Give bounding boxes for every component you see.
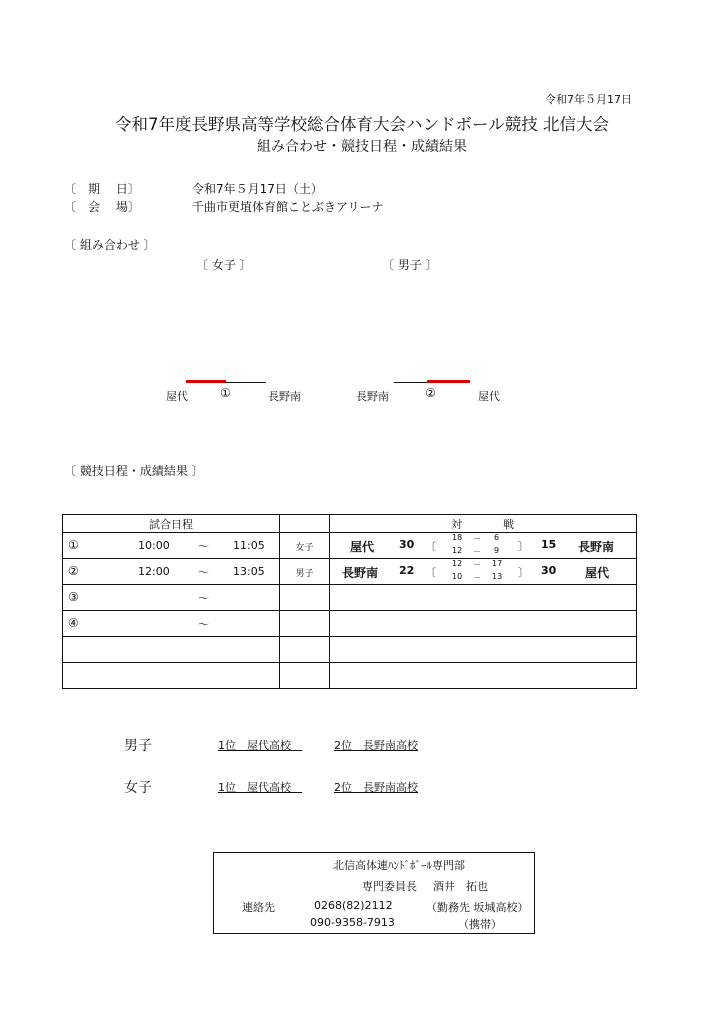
document-subtitle: 組み合わせ・競技日程・成績結果	[257, 139, 467, 155]
half1-score-a: 18	[452, 533, 463, 542]
bracket-team-left: 長野南	[356, 390, 389, 403]
table-header-row	[63, 515, 637, 533]
bracket-open: 〔	[425, 566, 436, 579]
category-cell	[280, 663, 330, 689]
table-row	[63, 663, 637, 689]
half2-score-b: 9	[494, 546, 500, 555]
time-cell	[63, 663, 280, 689]
score-b: 15	[541, 538, 557, 551]
time-cell	[63, 559, 280, 585]
tilde: ～	[198, 540, 209, 553]
men-results-label: 男子	[124, 738, 152, 754]
score-a: 22	[399, 564, 415, 577]
women-second-place: 2位 長野南高校	[334, 781, 418, 794]
schedule-section-label: 〔 競技日程・成績結果 〕	[64, 464, 204, 478]
contact-role: 専門委員長	[362, 880, 417, 893]
women-results-label: 女子	[124, 780, 152, 796]
result-cell	[330, 559, 637, 585]
half2-score-b: 13	[492, 572, 503, 581]
contact-phone-mobile: 090-9358-7913	[310, 916, 395, 929]
start-time: 12:00	[138, 565, 170, 578]
table-row	[63, 559, 637, 585]
score-a: 30	[399, 538, 415, 551]
bracket-team-right: 屋代	[478, 390, 500, 403]
match-number: ①	[68, 538, 79, 552]
dash: －	[473, 573, 481, 582]
venue-label: 〔 会 場〕	[64, 200, 140, 214]
women-first-place: 1位 屋代高校	[218, 781, 302, 794]
date-label: 〔 期 日〕	[64, 182, 140, 196]
half2-score-a: 10	[452, 572, 463, 581]
match-number: ④	[68, 616, 79, 630]
winner-line	[427, 380, 470, 383]
contact-work-note: （勤務先 坂城高校）	[426, 901, 529, 914]
match-number: ②	[425, 386, 436, 400]
bracket-team-left: 屋代	[166, 390, 188, 403]
venue-value: 千曲市更埴体育館ことぶきアリーナ	[192, 200, 384, 214]
contact-box	[213, 852, 535, 934]
contact-phone-work: 0268(82)2112	[314, 899, 393, 912]
half2-score-a: 12	[452, 546, 463, 555]
men-bracket-label: 〔 男子 〕	[382, 258, 438, 272]
men-first-place: 1位 屋代高校	[218, 739, 302, 752]
contact-name: 酒井 拓也	[433, 880, 488, 893]
bracket-team-right: 長野南	[268, 390, 301, 403]
document-date: 令和7年５月17日	[545, 93, 632, 106]
category-cell	[280, 585, 330, 611]
category: 男子	[295, 569, 314, 579]
table-row	[63, 585, 637, 611]
contact-mobile-note: （携帯）	[458, 918, 502, 931]
category-cell	[280, 637, 330, 663]
document-title: 令和7年度長野県高等学校総合体育大会ハンドボール競技 北信大会	[115, 115, 609, 134]
time-cell	[63, 611, 280, 637]
table-row	[63, 611, 637, 637]
category-cell	[280, 611, 330, 637]
end-time: 13:05	[233, 565, 265, 578]
dash: －	[473, 534, 481, 543]
contact-org: 北信高体連ﾊﾝﾄﾞﾎﾞｰﾙ専門部	[333, 859, 465, 872]
team-b: 屋代	[585, 566, 610, 580]
schedule-table	[62, 514, 637, 689]
half1-score-b: 17	[492, 559, 503, 568]
tilde: ～	[198, 592, 209, 605]
bracket-open: 〔	[425, 540, 436, 553]
result-cell	[330, 533, 637, 559]
header-cell	[280, 515, 330, 533]
men-second-place: 2位 長野南高校	[334, 739, 418, 752]
start-time: 10:00	[138, 539, 170, 552]
tilde: ～	[198, 566, 209, 579]
category-cell	[280, 559, 330, 585]
time-cell	[63, 533, 280, 559]
header-cell	[330, 515, 637, 533]
category: 女子	[295, 543, 314, 553]
score-b: 30	[541, 564, 557, 577]
contact-label: 連絡先	[242, 901, 275, 914]
time-cell	[63, 637, 280, 663]
result-cell	[330, 585, 637, 611]
team-a: 屋代	[350, 540, 375, 554]
date-value: 令和7年５月17日（土）	[192, 182, 323, 196]
bracket-section-label: 〔 組み合わせ 〕	[64, 238, 156, 252]
team-b: 長野南	[578, 540, 615, 554]
table-row	[63, 637, 637, 663]
match-number: ①	[220, 386, 231, 400]
table-row	[63, 533, 637, 559]
header-vs: 対	[451, 518, 462, 531]
winner-line	[186, 380, 226, 383]
dash: －	[473, 547, 481, 556]
tilde: ～	[198, 618, 209, 631]
women-bracket-label: 〔 女子 〕	[196, 258, 252, 272]
header-time: 試合日程	[149, 518, 193, 531]
team-a: 長野南	[342, 566, 379, 580]
bracket-close: 〕	[518, 540, 529, 553]
half1-score-b: 6	[494, 533, 500, 542]
result-cell	[330, 611, 637, 637]
time-cell	[63, 585, 280, 611]
match-number: ②	[68, 564, 79, 578]
half1-score-a: 12	[452, 559, 463, 568]
match-number: ③	[68, 590, 79, 604]
category-cell	[280, 533, 330, 559]
bracket-close: 〕	[518, 566, 529, 579]
header-vs: 戦	[503, 518, 514, 531]
result-cell	[330, 637, 637, 663]
dash: －	[473, 560, 481, 569]
result-cell	[330, 663, 637, 689]
header-cell	[63, 515, 280, 533]
end-time: 11:05	[233, 539, 265, 552]
